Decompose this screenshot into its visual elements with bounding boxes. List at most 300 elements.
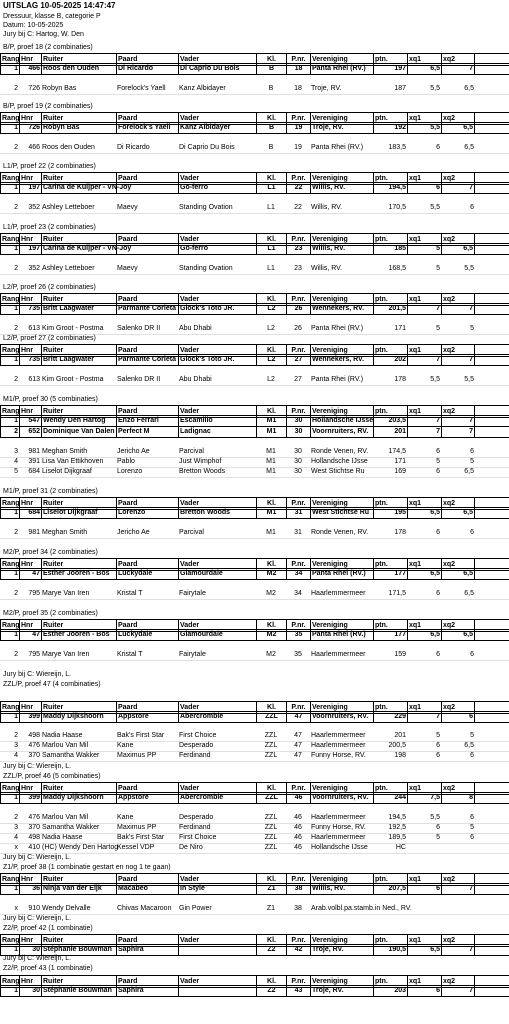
header-rang: Rang [2,622,20,629]
cell-xq2: 6,5 [441,508,475,518]
header-proefnr: P.nr. [286,345,310,356]
cell-klasse: B [268,144,274,151]
cell-vader: Di Caprio Du Bois [179,144,235,151]
header-proefnr: P.nr. [286,874,310,885]
header-proefnr: P.nr. [286,113,310,124]
cell-vader: Desperado [179,742,214,749]
cell-vader [178,945,256,955]
header-paard: Paard [116,559,178,570]
cell-proefnr: 30 [286,416,310,426]
cell-paard: Appstore [116,793,178,803]
cell-punten: 183,5 [388,144,406,151]
cell-vereniging: Hollandsche IJsse [311,844,368,851]
cell-ruiter: Nadia Haase [42,732,83,739]
header-rang: Rang [2,937,20,944]
header-xq1: xq1 [407,874,441,885]
cell-vereniging: Panta Rhei (RV.) [310,569,373,579]
header-xq2: xq2 [441,498,475,509]
section-title: B/P, proef 19 (2 combinaties) [3,103,93,110]
cell-hnr: 910 [28,905,40,912]
cell-hnr: 36 [19,884,41,894]
header-xq1: xq1 [407,345,441,356]
header-klasse: Kl. [256,702,286,713]
table-row [0,944,509,956]
cell-xq1: 5 [436,834,440,841]
header-xq2: xq2 [441,113,475,124]
cell-klasse: ZZL [264,834,278,841]
cell-paard [116,183,178,193]
header-vereniging: Vereniging [310,559,373,570]
header-punten: ptn. [373,874,407,885]
cell-rang: 1 [0,183,19,193]
cell-rang: 4 [14,834,18,841]
cell-ruiter: Britt Laagwater [41,304,116,314]
cell-rang: 2 [14,732,18,739]
cell-paard: Di Ricardo [116,64,178,74]
cell-rang: 2 [14,325,18,332]
cell-vader: Glock's Toto JR. [178,355,256,365]
cell-paard [116,244,178,254]
cell-punten: 159 [394,651,406,658]
cell-hnr: 399 [19,793,41,803]
cell-proefnr: 46 [294,844,302,851]
header-punten: ptn. [373,113,407,124]
cell-xq2: 5 [470,824,474,831]
cell-proefnr: 35 [294,651,302,658]
header-punten: ptn. [373,702,407,713]
header-rang: Rang [2,876,20,883]
cell-vader: Parcival [179,448,204,455]
header-xq2: xq2 [441,54,475,65]
header-proefnr: P.nr. [286,498,310,509]
cell-ruiter: Marlou Van Mil [42,814,89,821]
header-xq1: xq1 [407,113,441,124]
cell-punten: 229 [373,712,407,722]
cell-hnr: 30 [19,986,41,996]
header-vereniging: Vereniging [310,620,373,631]
cell-rang: 2 [14,590,18,597]
header-vader: Vader [178,294,256,305]
cell-paard: Parmante Corieta [116,304,178,314]
cell-xq1: 5,5 [430,376,440,383]
cell-hnr: 352 [28,265,40,272]
cell-ruiter: Carina de Kuijper - VN-Joy [43,184,132,191]
header-klasse: Kl. [256,620,286,631]
cell-hnr: 197 [19,244,41,254]
cell-vereniging: Willis, RV. [310,244,373,254]
cell-xq1: 6 [436,742,440,749]
cell-vader: Ladignac [178,427,256,437]
cell-xq1: 6 [436,824,440,831]
cell-proefnr: 30 [294,448,302,455]
header-proefnr: P.nr. [286,173,310,184]
header-vereniging: Vereniging [310,294,373,305]
header-paard: Paard [116,234,178,245]
table-row [0,711,509,723]
header-klasse: Kl. [256,559,286,570]
header-klasse: Kl. [256,406,286,417]
cell-ruiter: Britt Laagwater [41,355,116,365]
cell-vader: Abu Dhabi [179,376,212,383]
cell-ruiter: Liselot Dijkgraaf [41,508,116,518]
cell-vader: Di Caprio Du Bois [178,64,256,74]
header-xq2: xq2 [441,702,475,713]
cell-xq2: 7 [441,304,475,314]
cell-xq2: 7 [441,355,475,365]
header-klasse: Kl. [256,173,286,184]
cell-hnr: 726 [28,85,40,92]
header-xq2: xq2 [441,294,475,305]
cell-rang: 1 [0,945,19,955]
section-title: L1/P, proef 23 (2 combinaties) [3,224,96,231]
cell-proefnr: 43 [286,986,310,996]
header-rang: Rang [2,236,20,243]
cell-proefnr: 46 [294,834,302,841]
cell-hnr: 476 [28,814,40,821]
header-vereniging: Vereniging [310,406,373,417]
cell-hnr: 410 [28,844,40,851]
cell-xq1: 6,5 [407,569,441,579]
cell-paard: Saphira [116,945,178,955]
cell-vereniging: Troje, RV. [310,986,373,996]
cell-hnr: 613 [28,376,40,383]
meta-jury: Jury bij C: Hartog, W. Den [3,31,84,38]
cell-xq1: 6 [407,986,441,996]
meta-date: Datum: 10-05-2025 [3,22,64,29]
cell-xq2: 6,5 [464,144,474,151]
header-rang: Rang [2,347,20,354]
cell-vereniging: Haarlemmermeer [311,834,366,841]
cell-ruiter: Wendy Den Hartog [41,416,116,426]
cell-rang: 2 [14,204,18,211]
cell-vereniging: Funny Horse, RV. [311,824,366,831]
cell-proefnr: 27 [286,355,310,365]
cell-punten: 201 [373,427,407,437]
header-proefnr: P.nr. [286,294,310,305]
cell-paard: Appstore [116,712,178,722]
cell-proefnr: 31 [294,529,302,536]
cell-paard: Enzo Ferrari [116,416,178,426]
header-paard: Paard [116,976,178,987]
cell-punten: 203 [373,986,407,996]
cell-klasse: ZZL [264,742,278,749]
cell-rang: 1 [0,244,19,254]
header-vader: Vader [178,935,256,946]
cell-klasse: Z1 [256,884,286,894]
header-paard: Paard [116,406,178,417]
header-hnr: Hnr [19,234,41,245]
cell-vereniging: Troje, RV. [310,945,373,955]
cell-xq2: 7 [441,64,475,74]
cell-hnr: 352 [28,204,40,211]
cell-xq1: 5,5 [430,85,440,92]
cell-hnr: 466 [19,64,41,74]
section-title: ZZL/P, proef 46 (5 combinaties) [3,773,101,780]
table-row [0,589,509,600]
cell-paard: Kristal T [117,590,143,597]
header-hnr: Hnr [19,935,41,946]
header-punten: ptn. [373,620,407,631]
cell-vader: In Style [178,884,256,894]
cell-xq2: 7 [441,427,475,437]
cell-paard: Kane [117,814,134,821]
header-hnr: Hnr [19,294,41,305]
header-vereniging: Vereniging [310,498,373,509]
header-ruiter: Ruiter [41,406,116,417]
cell-hnr: 391 [28,458,40,465]
cell-xq2: 6,5 [464,468,474,475]
table-row [0,143,509,154]
header-proefnr: P.nr. [286,620,310,631]
section-title: M2/P, proef 34 (2 combinaties) [3,549,98,556]
table-row [0,650,509,661]
cell-punten: 194,5 [388,814,406,821]
cell-vereniging: Panta Rhei (RV.) [310,630,373,640]
header-klasse: Kl. [256,935,286,946]
cell-ruiter: Marye Van Iren [42,590,90,597]
section-title: Jury bij C: Wiereijn, L. [3,671,72,678]
header-xq2: xq2 [441,783,475,794]
cell-xq1: 5 [436,325,440,332]
cell-rang: 1 [0,304,19,314]
cell-vader: First Choice [179,834,217,841]
section-title: Jury bij C: Wiereijn, L. [3,915,72,922]
table-row [0,528,509,539]
cell-xq1: 7 [407,416,441,426]
header-ruiter: Ruiter [41,345,116,356]
header-hnr: Hnr [19,702,41,713]
header-xq1: xq1 [407,294,441,305]
cell-rang: 1 [0,64,19,74]
table-row [0,203,509,214]
cell-vader: Fairytale [179,651,206,658]
header-paard: Paard [116,113,178,124]
cell-ruiter: Meghan Smith [42,529,88,536]
cell-klasse: M1 [256,427,286,437]
cell-xq1: 5 [436,458,440,465]
cell-vereniging: Ronde Venen, RV. [311,448,369,455]
header-vader: Vader [178,345,256,356]
page-title: UITSLAG 10-05-2025 14:47:47 [3,1,116,10]
header-punten: ptn. [373,783,407,794]
table-row [0,904,509,915]
cell-klasse: M2 [256,630,286,640]
cell-klasse: Z2 [256,945,286,955]
cell-hnr: 30 [19,945,41,955]
table-row [0,507,509,519]
cell-ruiter: Roos den Ouden [41,64,116,74]
header-xq1: xq1 [407,234,441,245]
cell-hnr: 795 [28,590,40,597]
cell-paard: Salenko DR II [117,325,161,332]
cell-xq2: 6 [470,814,474,821]
cell-vader [178,986,256,996]
section-title: Z2/P, proef 43 (1 combinatie) [3,965,93,972]
cell-xq1: 7,5 [407,793,441,803]
table-row [0,751,509,762]
cell-klasse: M1 [266,529,276,536]
header-xq1: xq1 [407,976,441,987]
cell-vereniging: West Stichtse Ru [310,508,373,518]
cell-rang: 3 [14,742,18,749]
cell-proefnr: 35 [286,630,310,640]
cell-xq1: 7 [407,712,441,722]
cell-ruiter: Dominique Van Dalen [43,428,115,435]
cell-hnr: 466 [28,144,40,151]
cell-vader: Just Wimphof [179,458,222,465]
cell-vereniging: Wennekers, RV. [310,304,373,314]
cell-xq1: 5 [436,732,440,739]
cell-punten: 177 [373,630,407,640]
cell-proefnr: 30 [286,427,310,437]
header-xq2: xq2 [441,345,475,356]
cell-vereniging: Hollandsche IJsse [312,417,374,424]
cell-proefnr: 26 [286,304,310,314]
cell-hnr: 795 [28,651,40,658]
cell-xq1: 5 [407,244,441,254]
header-punten: ptn. [373,406,407,417]
header-klasse: Kl. [256,113,286,124]
header-xq2: xq2 [441,620,475,631]
cell-proefnr: 47 [294,732,302,739]
table-row [0,354,509,366]
header-xq1: xq1 [407,406,441,417]
cell-ruiter: (HC) Wendy Den Hartog [42,844,119,851]
header-klasse: Kl. [256,498,286,509]
cell-punten: 203,5 [373,416,407,426]
cell-vader: Ferdinand [179,824,211,831]
header-proefnr: P.nr. [286,976,310,987]
cell-klasse: ZZL [256,712,286,722]
cell-klasse: B [268,85,274,92]
cell-hnr: 47 [19,630,41,640]
cell-xq1: 6 [436,752,440,759]
cell-hnr: 981 [28,448,40,455]
cell-xq1: 6,5 [407,630,441,640]
header-xq1: xq1 [407,173,441,184]
header-paard: Paard [116,345,178,356]
header-vereniging: Vereniging [310,54,373,65]
cell-rang: 1 [0,712,19,722]
cell-punten: 170,5 [388,204,406,211]
cell-punten: 169 [394,468,406,475]
header-punten: ptn. [373,559,407,570]
cell-vader: Gin Power [179,905,212,912]
cell-paard: Parmante Corieta [116,355,178,365]
header-vader: Vader [178,113,256,124]
cell-vader: Glock's Toto JR. [178,304,256,314]
cell-hnr: 370 [28,824,40,831]
cell-paard: Lorenzo [117,468,143,475]
header-vereniging: Vereniging [310,874,373,885]
cell-vereniging: Voornruiters, RV. [310,793,373,803]
cell-xq2: 6,5 [464,742,474,749]
header-vader: Vader [178,559,256,570]
cell-rang: 1 [0,986,19,996]
cell-proefnr: 18 [294,85,302,92]
cell-vereniging: Haarlemmermeer [311,590,366,597]
cell-hnr: 684 [19,508,41,518]
meta-discipline: Dressuur, klasse B, categorie P [3,13,101,20]
cell-paard: Maximus PP [117,824,157,831]
header-xq1: xq1 [407,620,441,631]
cell-vader: Abercrombie [178,793,256,803]
cell-xq1: 7 [407,304,441,314]
cell-xq2: 6 [470,651,474,658]
table-row [0,63,509,75]
cell-xq1: 5 [436,265,440,272]
cell-xq1: 6 [436,529,440,536]
cell-punten: 171,5 [388,590,406,597]
cell-punten: 194,5 [373,183,407,193]
cell-hnr: 652 [19,427,41,437]
cell-paard: Saphira [116,986,178,996]
header-xq2: xq2 [441,406,475,417]
cell-xq2: 7 [441,945,475,955]
header-vader: Vader [178,234,256,245]
cell-ruiter: Lisa Van Ettikhoven [42,458,104,465]
header-vader: Vader [178,406,256,417]
cell-xq2: 7 [441,884,475,894]
cell-ruiter: Robyn Bas [42,85,77,92]
cell-xq1: 6,5 [407,508,441,518]
cell-rang: 3 [14,448,18,455]
cell-vader: Glamourdale [178,630,256,640]
section-title: Z1/P, proef 38 (1 combinatie gestart en nog 1 te gaan) [3,864,171,871]
cell-rang: 1 [0,630,19,640]
cell-vereniging: Willis, RV. [310,183,373,193]
cell-vereniging: Willis, RV. [311,265,343,272]
header-rang: Rang [2,978,20,985]
cell-klasse: L2 [256,304,286,314]
table-row [0,182,509,194]
header-ruiter: Ruiter [41,234,116,245]
cell-vereniging: Panta Rhei (RV.) [311,376,364,383]
header-xq2: xq2 [441,874,475,885]
cell-xq1: 6,5 [407,945,441,955]
cell-xq1: 6 [407,183,441,193]
header-punten: ptn. [373,294,407,305]
cell-ruiter: Marye Van Iren [42,651,90,658]
header-rang: Rang [2,115,20,122]
cell-paard: Maximus PP [117,752,157,759]
header-klasse: Kl. [256,234,286,245]
cell-klasse: B [256,64,286,74]
cell-xq2: 6,5 [464,85,474,92]
cell-ruiter: Roos den Ouden [42,144,95,151]
cell-hnr: 613 [28,325,40,332]
cell-xq1: 6 [436,651,440,658]
header-xq2: xq2 [441,976,475,987]
cell-proefnr: 34 [294,590,302,597]
cell-xq2: 7 [441,183,475,193]
cell-vader: First Choice [179,732,217,739]
cell-paard: Luckydale [116,569,178,579]
header-vereniging: Vereniging [310,113,373,124]
cell-ruiter: Samantha Wakker [42,824,100,831]
cell-xq1: 5,5 [407,123,441,133]
table-row [0,792,509,804]
cell-punten: 202 [373,355,407,365]
header-vereniging: Vereniging [310,345,373,356]
cell-klasse: L1 [267,265,275,272]
table-row [0,303,509,315]
cell-paard: Kristal T [117,651,143,658]
header-vereniging: Vereniging [310,783,373,794]
table-row [0,568,509,580]
header-paard: Paard [116,498,178,509]
cell-punten: 190,5 [373,945,407,955]
